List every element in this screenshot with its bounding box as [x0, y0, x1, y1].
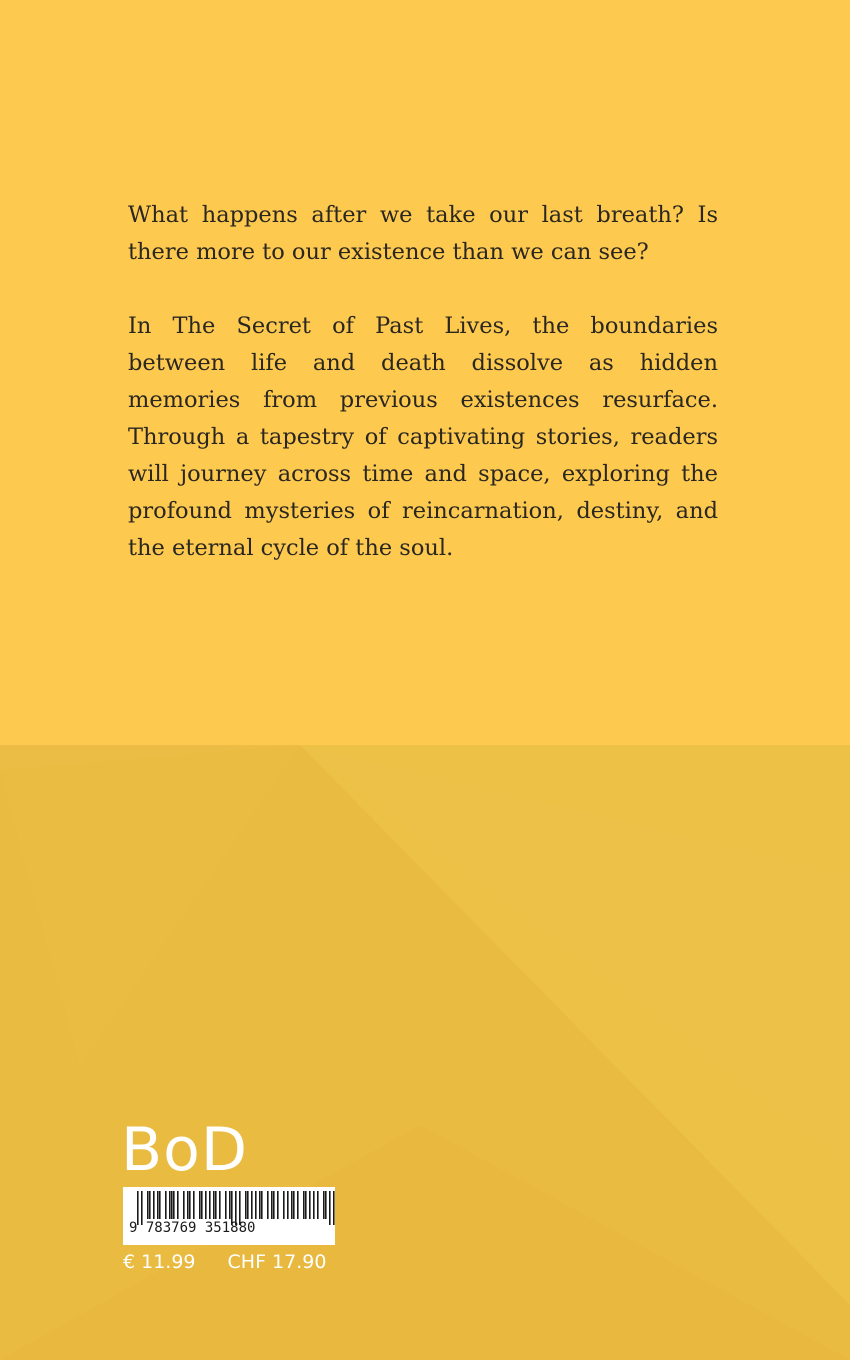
barcode-bar: [261, 1191, 263, 1219]
barcode-bar: [213, 1191, 215, 1219]
barcode-bar: [293, 1191, 295, 1219]
barcode-bar: [215, 1191, 217, 1219]
barcode-bar: [267, 1191, 269, 1219]
barcode-bar: [157, 1191, 159, 1219]
barcode-bar: [297, 1191, 299, 1219]
barcode-bar: [169, 1191, 171, 1219]
price-eur: € 11.99: [123, 1251, 196, 1273]
barcode-bars: [123, 1187, 335, 1245]
barcode-bar: [201, 1191, 203, 1219]
barcode-bar: [183, 1191, 185, 1219]
barcode-bar: [187, 1191, 189, 1219]
barcode-bar: [193, 1191, 195, 1219]
barcode-bar: [205, 1191, 207, 1219]
barcode-bar: [153, 1191, 155, 1219]
barcode-bar: [305, 1191, 307, 1219]
price-chf: CHF 17.90: [227, 1251, 327, 1273]
barcode-bar: [177, 1191, 179, 1219]
barcode-bar: [273, 1191, 275, 1219]
barcode-bar: [199, 1191, 201, 1219]
barcode-bar: [271, 1191, 273, 1219]
barcode-bar: [325, 1191, 327, 1219]
barcode-bar: [165, 1191, 167, 1219]
barcode-bar: [251, 1191, 253, 1219]
barcode-bar: [283, 1191, 285, 1219]
barcode-bar: [309, 1191, 311, 1219]
barcode-bar: [317, 1191, 319, 1219]
barcode-bar: [209, 1191, 211, 1219]
publisher-logo: BoD: [121, 1115, 249, 1185]
barcode-bar: [189, 1191, 191, 1219]
blurb-paragraph-1: What happens after we take our last breath? Is there more to our existence than we can see?: [128, 202, 718, 265]
blurb-text: [128, 197, 718, 567]
barcode-bar: [149, 1191, 151, 1219]
barcode-bar: [255, 1191, 257, 1219]
barcode-bar: [225, 1191, 227, 1219]
blurb-paragraph-2: In The Secret of Past Lives, the boundaries between life and death dissolve as hidden memories from previous existences resurface. Through a tapestry of captivating stories, readers will journey across time and space, exploring the profound mysteries of reincarnation, destiny, and the eternal cycle of the soul.: [128, 313, 718, 561]
isbn-barcode: [123, 1187, 335, 1245]
barcode-bar: [313, 1191, 315, 1219]
barcode-bar: [171, 1191, 173, 1219]
barcode-bar: [229, 1191, 231, 1219]
barcode-bar: [287, 1191, 289, 1219]
barcode-bar: [219, 1191, 221, 1219]
barcode-bar: [173, 1191, 175, 1219]
barcode-bar: [159, 1191, 161, 1219]
barcode-bar: [245, 1191, 247, 1219]
barcode-bar: [259, 1191, 261, 1219]
barcode-bar: [303, 1191, 305, 1219]
barcode-bar: [333, 1191, 335, 1225]
barcode-bar: [247, 1191, 249, 1219]
barcode-bar: [291, 1191, 293, 1219]
barcode-bar: [323, 1191, 325, 1219]
price-line: [123, 1250, 326, 1274]
barcode-digits: 9 783769 351880: [129, 1220, 256, 1236]
barcode-bar: [147, 1191, 149, 1219]
barcode-bar: [277, 1191, 279, 1219]
